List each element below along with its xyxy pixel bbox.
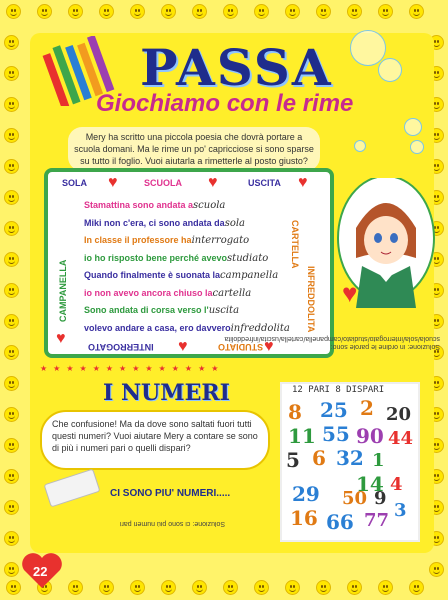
- smiley-icon: [223, 4, 238, 19]
- smiley-icon: [192, 4, 207, 19]
- smiley-icon: [4, 66, 19, 81]
- smiley-icon: [254, 580, 269, 595]
- poem-line-text: Stamattina sono andata a: [84, 200, 194, 210]
- smiley-icon: [4, 407, 19, 422]
- scattered-number[interactable]: 44: [388, 428, 414, 449]
- poem-line: [84, 253, 268, 264]
- smiley-icon: [4, 438, 19, 453]
- rhyme-word-studiato[interactable]: STUDIATO: [218, 342, 264, 352]
- smiley-icon: [4, 469, 19, 484]
- smiley-icon: [316, 580, 331, 595]
- numbers-box: [280, 382, 420, 542]
- smiley-icon: [254, 4, 269, 19]
- smiley-icon: [6, 4, 21, 19]
- scattered-number[interactable]: 9: [374, 488, 387, 509]
- scattered-number[interactable]: 5: [286, 448, 300, 472]
- poem-line: [84, 200, 225, 211]
- scattered-number[interactable]: 8: [288, 400, 302, 424]
- smiley-icon: [4, 97, 19, 112]
- scattered-number[interactable]: 16: [290, 506, 318, 530]
- numeri-question: Che confusione! Ma da dove sono saltati fuori tutti questi numeri? Vuoi aiutare Mery a contare se sono di più i numeri pari o quelli dispari?: [40, 410, 270, 470]
- poem-line: [84, 235, 249, 246]
- rhyme-word-cartella[interactable]: CARTELLA: [290, 220, 300, 269]
- poem-answer-field[interactable]: sola: [224, 217, 245, 229]
- rhyme-word-uscita[interactable]: USCITA: [248, 178, 281, 188]
- poem-line-text: io non avevo ancora chiuso la: [84, 287, 213, 298]
- scattered-number[interactable]: 29: [292, 482, 320, 506]
- heart-icon: ♥: [208, 174, 218, 191]
- smiley-icon: [130, 580, 145, 595]
- heart-icon: ♥: [178, 338, 188, 355]
- heart-icon: ♥: [108, 174, 118, 191]
- smiley-icon: [378, 580, 393, 595]
- smiley-icon: [192, 580, 207, 595]
- poem-line-text: Quando finalmente è suonata la: [84, 270, 221, 280]
- smiley-icon: [4, 345, 19, 360]
- scattered-number[interactable]: 1: [372, 450, 385, 471]
- star-divider: ★★★★★★★★★★★★★★: [40, 364, 225, 373]
- intro-text: Mery ha scritto una piccola poesia che dovrà portare a scuola domani. Ma le rime un po' capricciose si sono sparse su tutto il foglio. Vuoi aiutarla a rimetterle al posto giusto?: [68, 127, 320, 171]
- rhyme-word-campanella[interactable]: CAMPANELLA: [58, 259, 68, 322]
- poem-line-text: In classe il professore ha: [84, 235, 192, 245]
- smiley-icon: [37, 4, 52, 19]
- scattered-number[interactable]: 2: [360, 396, 374, 420]
- poem-answer-field[interactable]: uscita: [208, 305, 240, 316]
- smiley-icon: [4, 314, 19, 329]
- smiley-icon: [68, 4, 83, 19]
- smiley-icon: [285, 580, 300, 595]
- poem-answer-field[interactable]: scuola: [193, 200, 226, 211]
- rhyme-word-infreddolita[interactable]: INFREDDOLITA: [306, 266, 316, 333]
- scattered-number[interactable]: 14: [356, 472, 384, 496]
- heart-icon: ♥: [298, 174, 308, 191]
- scattered-number[interactable]: 25: [320, 398, 348, 422]
- numeri-solution-text: Soluzione: ci sono più numeri pari: [120, 520, 226, 527]
- bubble: [378, 58, 402, 82]
- bubble: [354, 140, 366, 152]
- smiley-icon: [347, 4, 362, 19]
- numeri-title: I NUMERI: [103, 380, 230, 406]
- page-subtitle: Giochiamo con le rime: [96, 90, 354, 117]
- rhyme-word-scuola[interactable]: SCUOLA: [144, 178, 182, 188]
- scattered-number[interactable]: 32: [336, 446, 364, 470]
- scattered-number[interactable]: 66: [326, 510, 354, 534]
- scattered-number[interactable]: 4: [390, 474, 403, 495]
- smiley-icon: [4, 35, 19, 50]
- rhyme-game-frame: [44, 168, 334, 358]
- scattered-number[interactable]: 11: [288, 424, 316, 448]
- poem-line: [84, 305, 239, 316]
- smiley-icon: [99, 4, 114, 19]
- poem-line: [84, 323, 290, 334]
- scattered-number[interactable]: 77: [364, 510, 390, 531]
- rhyme-word-sola[interactable]: SOLA: [62, 178, 88, 188]
- heart-icon: ♥: [56, 330, 66, 347]
- poem-line: [84, 288, 251, 299]
- smiley-icon: [4, 283, 19, 298]
- numbers-box-header: 12 PARI 8 DISPARI: [292, 385, 385, 395]
- scattered-number[interactable]: 55: [322, 422, 350, 446]
- heart-icon: ♥: [342, 278, 358, 308]
- poem-line-text: io ho risposto bene perché avevo: [84, 252, 228, 263]
- smiley-icon: [161, 580, 176, 595]
- numeri-answer-prompt[interactable]: CI SONO PIU' NUMERI.....: [110, 488, 231, 499]
- heart-icon: ♥: [264, 338, 274, 355]
- poem-answer-field[interactable]: interrogato: [191, 235, 250, 246]
- smiley-icon: [99, 580, 114, 595]
- smiley-icon: [4, 252, 19, 267]
- smiley-icon: [429, 562, 444, 577]
- smiley-icon: [347, 580, 362, 595]
- poem-answer-field[interactable]: campanella: [220, 270, 279, 281]
- poem-answer-field[interactable]: infreddolita: [230, 322, 290, 334]
- smiley-icon: [4, 128, 19, 143]
- smiley-icon: [223, 580, 238, 595]
- smiley-icon: [409, 580, 424, 595]
- scattered-number[interactable]: 20: [386, 404, 412, 425]
- smiley-icon: [378, 4, 393, 19]
- page-title: PASSA: [140, 38, 333, 97]
- smiley-icon: [409, 4, 424, 19]
- smiley-icon: [161, 4, 176, 19]
- smiley-icon: [130, 4, 145, 19]
- poem-answer-field[interactable]: cartella: [212, 287, 252, 299]
- smiley-icon: [68, 580, 83, 595]
- poem-line: [84, 270, 278, 281]
- poem-line: [84, 218, 245, 229]
- smiley-icon: [316, 4, 331, 19]
- rhyme-solution-text: Soluzione: in ordine le parole sono: scuola/sola/interrogato/studiato/campanella/cartella/uscita/infreddolita: [224, 335, 440, 350]
- scattered-number[interactable]: 6: [312, 446, 326, 470]
- smiley-icon: [4, 221, 19, 236]
- page-number: 22: [33, 564, 48, 579]
- scattered-number[interactable]: 3: [394, 500, 407, 521]
- smiley-icon: [4, 159, 19, 174]
- bubble: [404, 118, 422, 136]
- smiley-icon: [4, 500, 19, 515]
- bubble: [410, 140, 424, 154]
- scattered-number[interactable]: 90: [356, 424, 384, 448]
- smiley-icon: [4, 376, 19, 391]
- smiley-icon: [4, 190, 19, 205]
- smiley-icon: [4, 562, 19, 577]
- rhyme-word-interrogato[interactable]: INTERROGATO: [88, 342, 154, 352]
- scattered-number[interactable]: 50: [342, 488, 368, 509]
- poem-line-text: Sono andata di corsa verso l': [84, 305, 209, 315]
- poem-line-text: volevo andare a casa, ero davvero: [84, 322, 231, 333]
- smiley-icon: [4, 531, 19, 546]
- smiley-icon: [285, 4, 300, 19]
- poem-answer-field[interactable]: studiato: [227, 252, 269, 264]
- smiley-icon: [6, 580, 21, 595]
- poem-line-text: Miki non c'era, ci sono andata da: [84, 217, 225, 228]
